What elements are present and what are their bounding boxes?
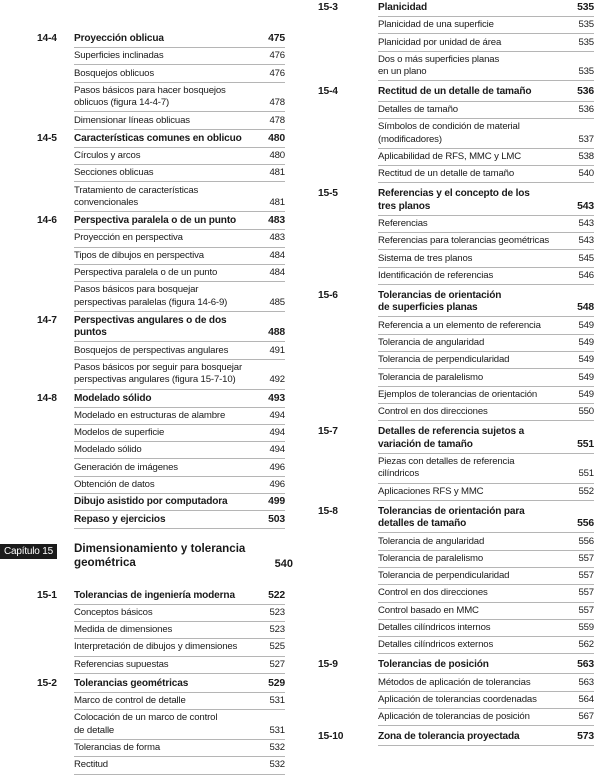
entry-title: Tolerancias geométricas: [74, 677, 189, 689]
toc-entry[interactable]: [378, 568, 594, 585]
entry-title: Rectitud: [74, 759, 108, 771]
toc-entry[interactable]: [74, 148, 285, 165]
entry-page-number: 496: [269, 478, 285, 490]
chapter-title: Dimensionamiento y tolerancia geométrica: [74, 541, 246, 569]
entry-page-number: 476: [269, 67, 285, 79]
entry-page-number: 563: [578, 676, 594, 688]
entry-title: Tolerancia de perpendicularidad: [378, 354, 510, 366]
toc-entry[interactable]: [378, 637, 594, 654]
toc-entry[interactable]: [74, 248, 285, 265]
chapter-page-number: 540: [274, 557, 293, 570]
section-number: 15-10: [318, 731, 344, 743]
entry-title: Tolerancias de ingeniería moderna: [74, 589, 235, 601]
entry-page-number: 481: [269, 197, 285, 209]
toc-entry[interactable]: [378, 17, 594, 34]
entry-page-number: 573: [577, 731, 594, 743]
entry-page-number: 531: [269, 695, 285, 707]
toc-entry[interactable]: [378, 674, 594, 691]
toc-section: [0, 33, 292, 130]
entry-title: Identificación de referencias: [378, 269, 494, 281]
section-number: 15-9: [318, 659, 338, 671]
entry-page-number: 543: [578, 217, 594, 229]
entry-title: Aplicación de tolerancias de posición: [378, 711, 530, 723]
toc-heading-entry[interactable]: [74, 315, 285, 343]
entry-page-number: 552: [578, 485, 594, 497]
entry-title: Modelado sólido: [74, 444, 142, 456]
entry-page-number: 493: [268, 392, 285, 404]
toc-heading-entry[interactable]: [74, 590, 285, 605]
section-number: 15-4: [318, 86, 338, 98]
entry-title: Símbolos de condición de material (modificadores): [378, 121, 520, 145]
toc-entry[interactable]: [378, 709, 594, 726]
toc-entry[interactable]: [378, 102, 594, 119]
section-number: 14-7: [37, 314, 57, 326]
toc-entry[interactable]: [74, 360, 285, 390]
entry-page-number: 557: [578, 604, 594, 616]
entry-title: Tolerancia de perpendicularidad: [378, 570, 510, 582]
toc-entry[interactable]: [74, 442, 285, 459]
entry-title: Perspectiva paralela o de un punto: [74, 267, 218, 278]
entry-page-number: 562: [578, 639, 594, 651]
toc-entry[interactable]: [74, 65, 285, 82]
entry-title: Proyección en perspectiva: [74, 232, 183, 244]
toc-entry[interactable]: [74, 182, 285, 212]
entry-page-number: 480: [268, 132, 285, 144]
toc-section: [0, 215, 292, 312]
entry-title: Planicidad de una superficie: [378, 19, 494, 31]
toc-entry[interactable]: [74, 657, 285, 674]
entry-page-number: 496: [269, 461, 285, 473]
entry-title: Repaso y ejercicios: [74, 513, 166, 525]
entry-title: Piezas con detalles de referencia cilíndricos: [378, 455, 515, 480]
entry-title: Aplicación de tolerancias coordenadas: [378, 693, 537, 705]
entry-title: Proyección oblicua: [74, 33, 164, 44]
entry-title: Métodos de aplicación de tolerancias: [378, 676, 531, 688]
entry-title: Pasos básicos por seguir para bosquejar perspectivas angulares (figura 15-7-10): [74, 361, 243, 386]
entry-title: Modelos de superficie: [74, 427, 165, 439]
entry-title: Conceptos básicos: [74, 606, 153, 618]
toc-entry[interactable]: [378, 149, 594, 166]
entry-page-number: 525: [269, 641, 285, 653]
entry-title: Planicidad por unidad de área: [378, 36, 502, 48]
entry-page-number: 549: [578, 371, 594, 383]
entry-page-number: 556: [578, 535, 594, 547]
section-number: 15-7: [318, 426, 338, 438]
toc-entry[interactable]: [74, 282, 285, 312]
entry-page-number: 537: [578, 133, 594, 145]
entry-title: Control en dos direcciones: [378, 406, 488, 418]
toc-entry[interactable]: [378, 585, 594, 602]
toc-entry[interactable]: [74, 265, 285, 282]
entry-page-number: 481: [269, 167, 285, 179]
toc-entry[interactable]: [378, 52, 594, 82]
toc-heading-entry[interactable]: [378, 290, 594, 318]
toc-heading-entry[interactable]: [74, 33, 285, 48]
entry-title: Tolerancia de angularidad: [378, 336, 485, 348]
toc-entry[interactable]: [74, 693, 285, 710]
toc-section: [318, 426, 600, 501]
entry-page-number: 557: [578, 552, 594, 564]
entry-title: Rectitud de un detalle de tamaño: [378, 86, 532, 98]
entry-page-number: 492: [269, 374, 285, 386]
toc-entry[interactable]: [378, 387, 594, 404]
toc-entry[interactable]: [378, 119, 594, 149]
entry-title: Detalles de referencia sujetos a variación de tamaño: [378, 426, 525, 450]
entry-title: Detalles cilíndricos internos: [378, 622, 491, 633]
entry-title: Ejemplos de tolerancias de orientación: [378, 388, 538, 400]
toc-right-column: [318, 0, 600, 746]
toc-entry[interactable]: [74, 639, 285, 656]
entry-page-number: 545: [578, 252, 594, 264]
entry-page-number: 549: [578, 319, 594, 331]
toc-entry[interactable]: [74, 112, 285, 129]
entry-page-number: 484: [269, 267, 285, 278]
entry-title: Tipos de dibujos en perspectiva: [74, 249, 204, 261]
toc-entry[interactable]: [74, 408, 285, 425]
section-number: 15-6: [318, 289, 338, 301]
entry-page-number: 476: [269, 50, 285, 62]
toc-heading-entry[interactable]: [378, 86, 594, 101]
entry-page-number: 535: [578, 36, 594, 48]
entry-title: Tolerancias de posición: [378, 659, 489, 671]
toc-entry[interactable]: [74, 48, 285, 65]
section-number: 14-8: [37, 392, 57, 404]
toc-section: [318, 188, 600, 285]
entry-title: Tratamiento de características convencionales: [74, 184, 199, 209]
toc-section: [0, 133, 292, 212]
entry-title: Interpretación de dibujos y dimensiones: [74, 641, 238, 653]
toc-entry[interactable]: [378, 603, 594, 620]
entry-page-number: 550: [578, 406, 594, 418]
entry-page-number: 527: [269, 658, 285, 670]
entry-title: Aplicabilidad de RFS, MMC y LMC: [378, 150, 522, 162]
section-number: 14-5: [37, 132, 57, 144]
entry-title: Tolerancia de paralelismo: [378, 552, 484, 564]
toc-entry[interactable]: [378, 317, 594, 334]
entry-page-number: 485: [269, 296, 285, 308]
entry-page-number: 567: [578, 711, 594, 723]
toc-entry[interactable]: [378, 216, 594, 233]
entry-page-number: 488: [268, 327, 285, 339]
entry-title: Tolerancias de orientación para detalles de tamaño: [378, 505, 525, 530]
entry-title: Modelado sólido: [74, 392, 152, 404]
toc-entry[interactable]: [378, 692, 594, 709]
entry-title: Referencias supuestas: [74, 658, 169, 670]
entry-title: Zona de tolerancia proyectada: [378, 731, 520, 743]
entry-page-number: 494: [269, 427, 285, 439]
entry-page-number: 535: [578, 66, 594, 78]
toc-section: [318, 290, 600, 421]
section-number: 14-6: [37, 215, 57, 227]
entry-page-number: 491: [269, 344, 285, 356]
toc-heading-entry[interactable]: [74, 133, 285, 148]
section-number: 15-8: [318, 505, 338, 517]
entry-page-number: 494: [269, 409, 285, 421]
section-number: 15-1: [37, 589, 57, 601]
toc-heading-entry[interactable]: [74, 393, 285, 408]
entry-page-number: 523: [269, 606, 285, 618]
entry-title: Sistema de tres planos: [378, 252, 473, 264]
entry-title: Colocación de un marco de control de detalle: [74, 712, 218, 736]
entry-title: Generación de imágenes: [74, 461, 178, 473]
toc-entry[interactable]: [378, 233, 594, 250]
entry-page-number: 540: [578, 168, 594, 180]
toc-entry[interactable]: [378, 369, 594, 386]
toc-heading-entry[interactable]: [378, 426, 594, 454]
entry-title: Referencia a un elemento de referencia: [378, 319, 541, 331]
entry-page-number: 483: [269, 232, 285, 244]
entry-page-number: 484: [269, 249, 285, 261]
section-number: 15-2: [37, 677, 57, 689]
toc-entry[interactable]: [74, 425, 285, 442]
entry-title: Modelado en estructuras de alambre: [74, 409, 226, 421]
entry-title: Control en dos direcciones: [378, 587, 488, 599]
toc-entry[interactable]: [74, 459, 285, 476]
toc-entry[interactable]: [74, 757, 285, 774]
entry-page-number: 536: [578, 103, 594, 115]
toc-heading-entry[interactable]: [378, 506, 594, 534]
entry-page-number: 531: [269, 724, 285, 736]
entry-title: Referencias y el concepto de los tres planos: [378, 188, 530, 212]
entry-title: Dos o más superficies planas en un plano: [378, 53, 500, 78]
toc-entry[interactable]: [378, 166, 594, 183]
toc-section: [0, 315, 292, 390]
entry-title: Aplicaciones RFS y MMC: [378, 485, 484, 497]
entry-title: Referencias para tolerancias geométricas: [378, 235, 550, 247]
toc-heading-entry[interactable]: [74, 215, 285, 230]
entry-page-number: 563: [577, 659, 594, 671]
entry-title: Tolerancias de orientación de superficies planas: [378, 289, 502, 314]
toc-entry[interactable]: [74, 230, 285, 247]
entry-page-number: 475: [268, 33, 285, 44]
toc-section: [318, 86, 600, 183]
entry-page-number: 543: [577, 200, 594, 212]
toc-entry[interactable]: [378, 484, 594, 501]
entry-page-number: 549: [578, 336, 594, 348]
entry-title: Marco de control de detalle: [74, 695, 186, 707]
entry-page-number: 532: [269, 742, 285, 754]
entry-title: Perspectivas angulares o de dos puntos: [74, 314, 227, 339]
entry-page-number: 546: [578, 269, 594, 281]
toc-entry[interactable]: [378, 620, 594, 637]
entry-title: Perspectiva paralela o de un punto: [74, 215, 237, 227]
entry-page-number: 551: [577, 438, 594, 450]
toc-entry[interactable]: [378, 268, 594, 285]
entry-title: Bosquejos de perspectivas angulares: [74, 344, 229, 356]
toc-heading-entry[interactable]: [378, 188, 594, 216]
entry-page-number: 557: [578, 587, 594, 599]
section-number: 15-5: [318, 188, 338, 200]
entry-title: Superficies inclinadas: [74, 50, 164, 62]
toc-section: [0, 678, 292, 775]
entry-page-number: 536: [577, 86, 594, 98]
toc-heading-entry[interactable]: [74, 494, 285, 511]
entry-title: Control basado en MMC: [378, 604, 479, 616]
entry-page-number: 559: [578, 622, 594, 633]
toc-section: [318, 2, 600, 81]
toc-entry[interactable]: [378, 551, 594, 568]
entry-title: Rectitud de un detalle de tamaño: [378, 168, 515, 180]
entry-title: Bosquejos oblicuos: [74, 67, 154, 79]
toc-entry[interactable]: [378, 454, 594, 484]
entry-page-number: 549: [578, 388, 594, 400]
toc-section: [318, 731, 600, 746]
entry-page-number: 522: [268, 589, 285, 601]
toc-entry[interactable]: [74, 477, 285, 494]
entry-title: Referencias: [378, 217, 428, 229]
section-number: 15-3: [318, 2, 338, 13]
toc-entry[interactable]: [378, 34, 594, 51]
entry-title: Medida de dimensiones: [74, 624, 173, 636]
entry-page-number: 532: [269, 759, 285, 771]
entry-page-number: 556: [577, 518, 594, 530]
toc-entry[interactable]: [74, 83, 285, 113]
entry-page-number: 535: [578, 19, 594, 31]
entry-title: Detalles de tamaño: [378, 103, 458, 115]
entry-page-number: 535: [577, 2, 594, 13]
entry-page-number: 523: [269, 624, 285, 636]
toc-entry[interactable]: [74, 710, 285, 740]
toc-heading-entry[interactable]: [378, 659, 594, 674]
entry-title: Círculos y arcos: [74, 150, 141, 161]
toc-section: [318, 659, 600, 726]
entry-title: Dibujo asistido por computadora: [74, 496, 228, 508]
entry-title: Planicidad: [378, 2, 427, 13]
entry-page-number: 478: [269, 114, 285, 126]
entry-title: Características comunes en oblicuo: [74, 132, 242, 144]
toc-entry[interactable]: [378, 335, 594, 352]
toc-entry[interactable]: [378, 533, 594, 550]
toc-entry[interactable]: [74, 605, 285, 622]
entry-page-number: 538: [578, 150, 594, 162]
entry-page-number: 503: [268, 513, 285, 525]
section-number: 14-4: [37, 33, 57, 44]
toc-entry[interactable]: [74, 622, 285, 639]
chapter-header: [0, 542, 300, 578]
toc-heading-entry[interactable]: [378, 731, 594, 746]
chapter-badge: Capítulo 15: [0, 544, 57, 559]
entry-page-number: 564: [578, 693, 594, 705]
entry-page-number: 543: [578, 235, 594, 247]
entry-page-number: 549: [578, 354, 594, 366]
entry-page-number: 478: [269, 97, 285, 109]
entry-page-number: 551: [578, 468, 594, 480]
toc-entry[interactable]: [378, 352, 594, 369]
entry-title: Dimensionar líneas oblicuas: [74, 114, 190, 126]
entry-title: Pasos básicos para hacer bosquejos oblicuos (figura 14-4-7): [74, 84, 226, 109]
entry-title: Tolerancias de forma: [74, 742, 161, 754]
entry-page-number: 494: [269, 444, 285, 456]
entry-title: Detalles cilíndricos externos: [378, 639, 494, 651]
toc-entry[interactable]: [378, 404, 594, 421]
entry-title: Obtención de datos: [74, 478, 155, 490]
toc-heading-entry[interactable]: [378, 2, 594, 17]
toc-heading-entry[interactable]: [74, 678, 285, 693]
toc-section: [318, 506, 600, 655]
entry-page-number: 529: [268, 677, 285, 689]
toc-entry[interactable]: [378, 250, 594, 267]
toc-entry[interactable]: [74, 342, 285, 359]
entry-page-number: 480: [269, 150, 285, 161]
toc-section: [0, 590, 292, 674]
toc-entry[interactable]: [74, 165, 285, 182]
entry-page-number: 548: [577, 302, 594, 314]
entry-title: Pasos básicos para bosquejar perspectivas paralelas (figura 14-6-9): [74, 284, 228, 308]
toc-heading-entry[interactable]: [74, 511, 285, 528]
entry-page-number: 483: [268, 215, 285, 227]
entry-page-number: 557: [578, 570, 594, 582]
entry-title: Tolerancia de angularidad: [378, 535, 485, 547]
entry-title: Tolerancia de paralelismo: [378, 371, 484, 383]
entry-title: Secciones oblicuas: [74, 167, 154, 179]
toc-left-column: [0, 0, 292, 775]
entry-page-number: 499: [268, 496, 285, 508]
toc-section: [0, 393, 292, 529]
